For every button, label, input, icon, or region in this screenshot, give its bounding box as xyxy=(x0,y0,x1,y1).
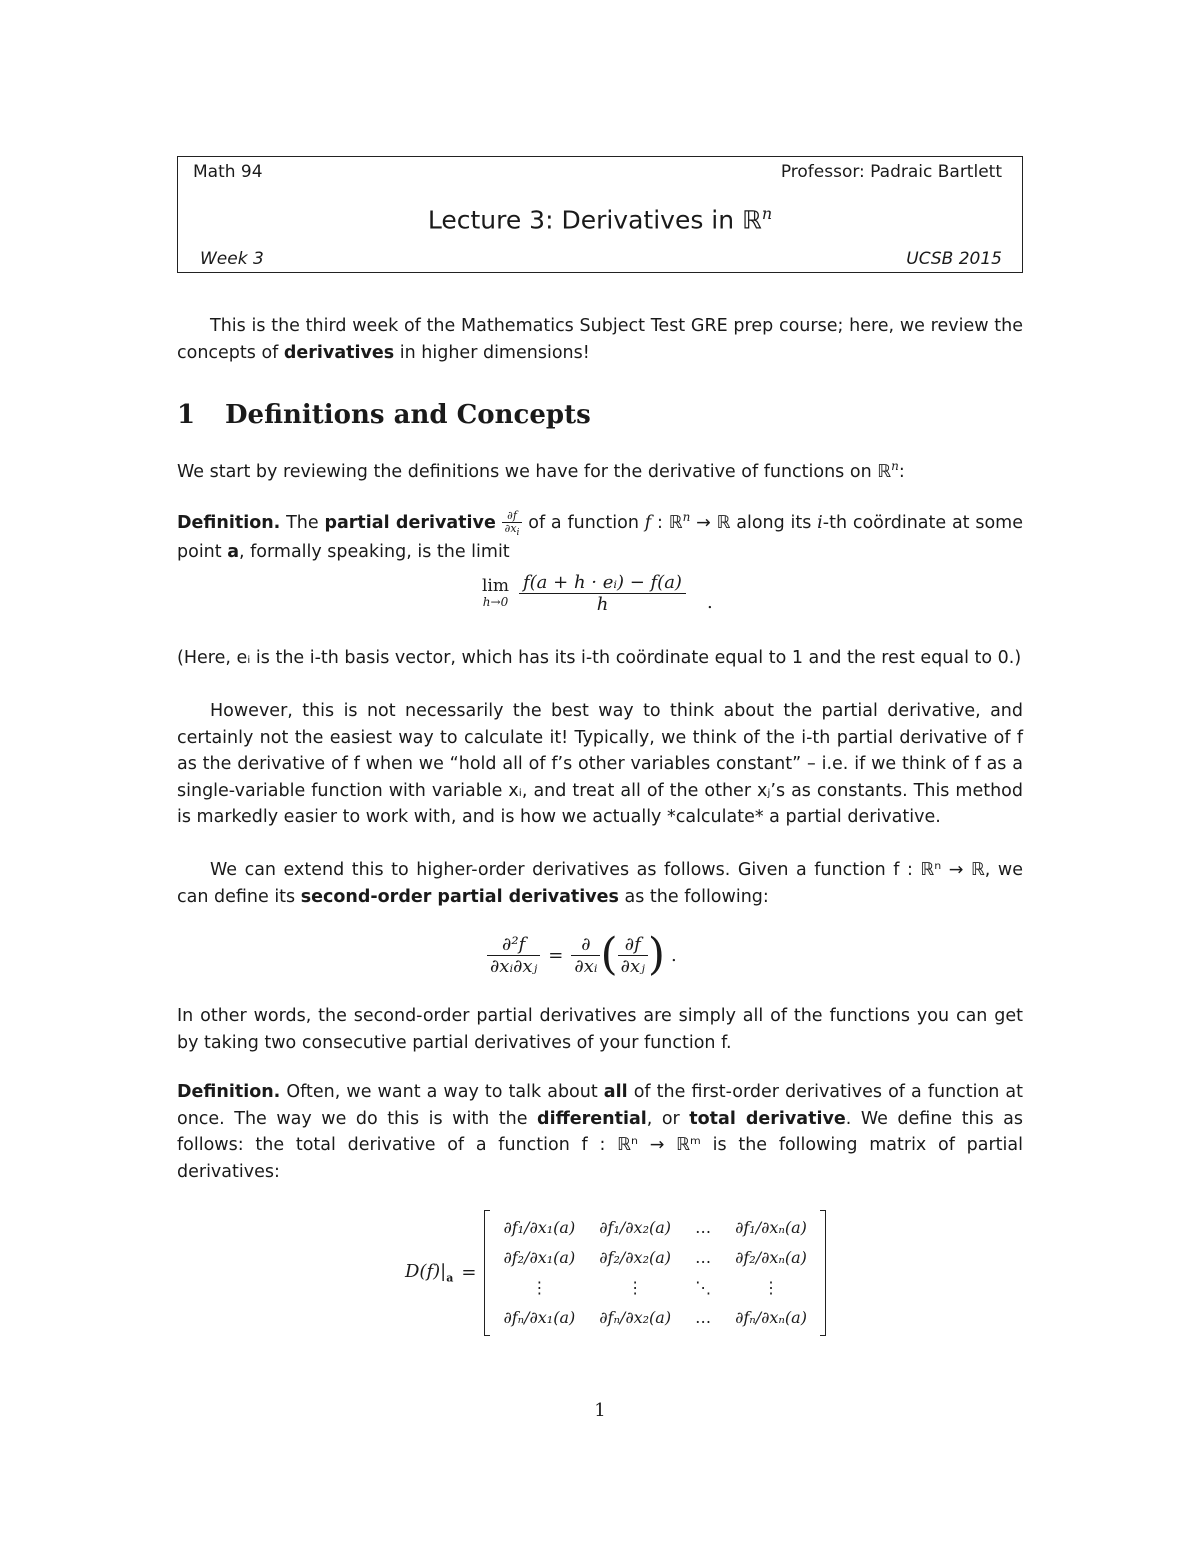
matrix-cell: ⋱ xyxy=(695,1278,712,1297)
place-year: UCSB 2015 xyxy=(906,249,1002,269)
second-order-equation: $\frac{\text{∂²f}}{\text{∂xᵢ∂xⱼ}}$ = $\frac{\partial}{\text{∂xᵢ}}$ ( $\frac{\partial f}{\text{∂xⱼ}}$ ) . xyxy=(177,925,1023,985)
matrix-cell: ∂f₁/∂xₙ(a) xyxy=(735,1218,807,1237)
page-number: 1 xyxy=(594,1400,606,1421)
lecture-header-box xyxy=(177,156,1023,273)
matrix-cell: … xyxy=(695,1218,712,1237)
matrix-cell: ∂fₙ/∂xₙ(a) xyxy=(735,1308,807,1327)
total-derivative-matrix-equation: $D(f)|_a$ = ∂f₁/∂x₁(a) ∂f₁/∂x₂(a) … ∂f₁/∂xₙ(a) ∂f₂/∂x₁(a) ∂f₂/∂x₂(a) … ∂f₂/∂xₙ(a) ⋮ ⋮ ⋱ ⋮ ∂fₙ/∂x₁(a) ∂fₙ/∂x₂(a) … ∂fₙ/∂xₙ(a) xyxy=(177,1205,1023,1340)
total-derivative-definition: Definition. Often, we want a way to talk about all of the first-order derivatives of a function at once. The way we do this is with the differential, or total derivative. We define this as follows: the total derivative of a function f : ℝⁿ → ℝᵐ is the following matrix of partial derivatives: xyxy=(177,1082,1023,1182)
matrix-row xyxy=(491,1243,819,1273)
matrix-cell: ⋮ xyxy=(531,1278,548,1297)
professor-name: Professor: Padraic Bartlett xyxy=(780,162,1002,182)
matrix-cell: ⋮ xyxy=(627,1278,644,1297)
document-page: Math 94 Professor: Padraic Bartlett Lecture 3: Derivatives in ℝ$^n$ Week 3 UCSB 2015 This is the third week of the Mathematics Subject Test GRE prep course; here, we review the concepts of derivatives in higher dimensions! 1 Definitions and Concepts We start by reviewing the definitions we have for the derivative of functions on ℝ$^n$: Definition. The partial derivative $\frac{\partial f}{\partial x_i}$ of a function f : ℝ$^n$ → ℝ along its i-th coördinate at some point a, formally speaking, is the limit lim h→0 $\frac{\text{f(a + h · eᵢ) − f(a)}}{h}$ . (Here, eᵢ is the i-th basis vector, which has its i-th coördinate equal to 1 and the rest equal to 0.) However, this is not necessarily the best way to think about the partial derivative, and certainly not the easiest way to calculate it! Typically, we think of the i-th partial derivative of f as the derivative of f when we “hold all of f’s other variables constant” – i.e. if we think of f as a single-variable function with variable xᵢ, and treat all of the other xⱼ’s as constants. This method is markedly easier to work with, and is how we actually *calculate* a partial derivative. We can extend this to higher-order derivatives as follows. Given a function f : ℝⁿ → ℝ, we can define its second-order partial derivatives as the following: $\frac{\text{∂²f}}{\text{∂xᵢ∂xⱼ}}$ = $\frac{\partial}{\text{∂xᵢ}}$ ( $\frac{\partial f}{\text{∂xⱼ}}$ ) . In other words, the second-order partial derivatives are simply all of the functions you can get by taking two consecutive partial derivatives of your function f. Definition. Often, we want a way to talk about all of the first-order derivatives of a function at once. The way we do this is with the differential, or total derivative. We define this as follows: the total derivative of a function f : ℝⁿ → ℝᵐ is the following matrix of partial derivatives: $D(f)|_a$ = ∂f₁/∂x₁(a) ∂f₁/∂x₂(a) … ∂f₁/∂xₙ(a) ∂f₂/∂x₁(a) ∂f₂/∂x₂(a) … ∂f₂/∂xₙ(a) ⋮ ⋮ ⋱ ⋮ ∂fₙ/∂x₁(a) ∂fₙ/∂x₂(a) … ∂fₙ/∂xₙ(a) 1 xyxy=(177,0,1023,1553)
week-label: Week 3 xyxy=(200,249,264,269)
course-name: Math 94 xyxy=(193,162,263,182)
matrix-cell: … xyxy=(695,1308,712,1327)
matrix-cell: … xyxy=(695,1248,712,1267)
lecture-title: Lecture 3: Derivatives in ℝ$^n$ xyxy=(427,204,773,235)
start-paragraph: We start by reviewing the definitions we have for the derivative of functions on ℝ$^n$: xyxy=(177,459,905,482)
section-heading: 1 Definitions and Concepts xyxy=(177,400,591,430)
matrix-cell: ∂f₁/∂x₁(a) xyxy=(503,1218,576,1237)
matrix-row xyxy=(491,1273,819,1303)
definition-label: Definition. xyxy=(177,512,281,533)
other-words-paragraph: In other words, the second-order partial derivatives are simply all of the functions you can get by taking two consecutive partial derivatives of your function f. xyxy=(177,1006,1023,1053)
matrix-cell: ∂fₙ/∂x₂(a) xyxy=(599,1308,672,1327)
matrix-cell: ∂f₂/∂x₂(a) xyxy=(599,1248,672,1267)
matrix-cell: ⋮ xyxy=(763,1278,779,1297)
however-paragraph: However, this is not necessarily the best way to think about the partial derivative, and certainly not the easiest way to calculate it! Typically, we think of the i-th partial derivative of f as the derivative of f when we “hold all of f’s other variables constant” – i.e. if we think of f as a single-variable function with variable xᵢ, and treat all of the other xⱼ’s as constants. This method is markedly easier to work with, and is how we actually *calculate* a partial derivative. xyxy=(177,701,1023,827)
jacobian-matrix xyxy=(484,1210,826,1336)
higher-order-paragraph: We can extend this to higher-order derivatives as follows. Given a function f : ℝⁿ → ℝ, we can define its second-order partial derivatives as the following: xyxy=(177,860,1023,907)
matrix-row xyxy=(491,1213,819,1243)
matrix-row xyxy=(491,1303,819,1333)
matrix-cell: ∂f₂/∂xₙ(a) xyxy=(735,1248,807,1267)
partial-derivative-definition: Definition. The partial derivative $\frac{\partial f}{\partial x_i}$ of a function f : ℝ$^n$ → ℝ along its i-th coördinate at some point a, formally speaking, is the limit xyxy=(177,508,1023,563)
matrix-lhs: $D(f)|_a$ xyxy=(405,1260,454,1285)
matrix-cell: ∂f₁/∂x₂(a) xyxy=(599,1218,672,1237)
basis-vector-note: (Here, eᵢ is the i-th basis vector, which has its i-th coördinate equal to 1 and the rest equal to 0.) xyxy=(177,648,1022,668)
matrix-cell: ∂fₙ/∂x₁(a) xyxy=(503,1308,576,1327)
intro-paragraph: This is the third week of the Mathematics Subject Test GRE prep course; here, we review the concepts of derivatives in higher dimensions! xyxy=(177,316,1023,363)
matrix-cell: ∂f₂/∂x₁(a) xyxy=(503,1248,576,1267)
